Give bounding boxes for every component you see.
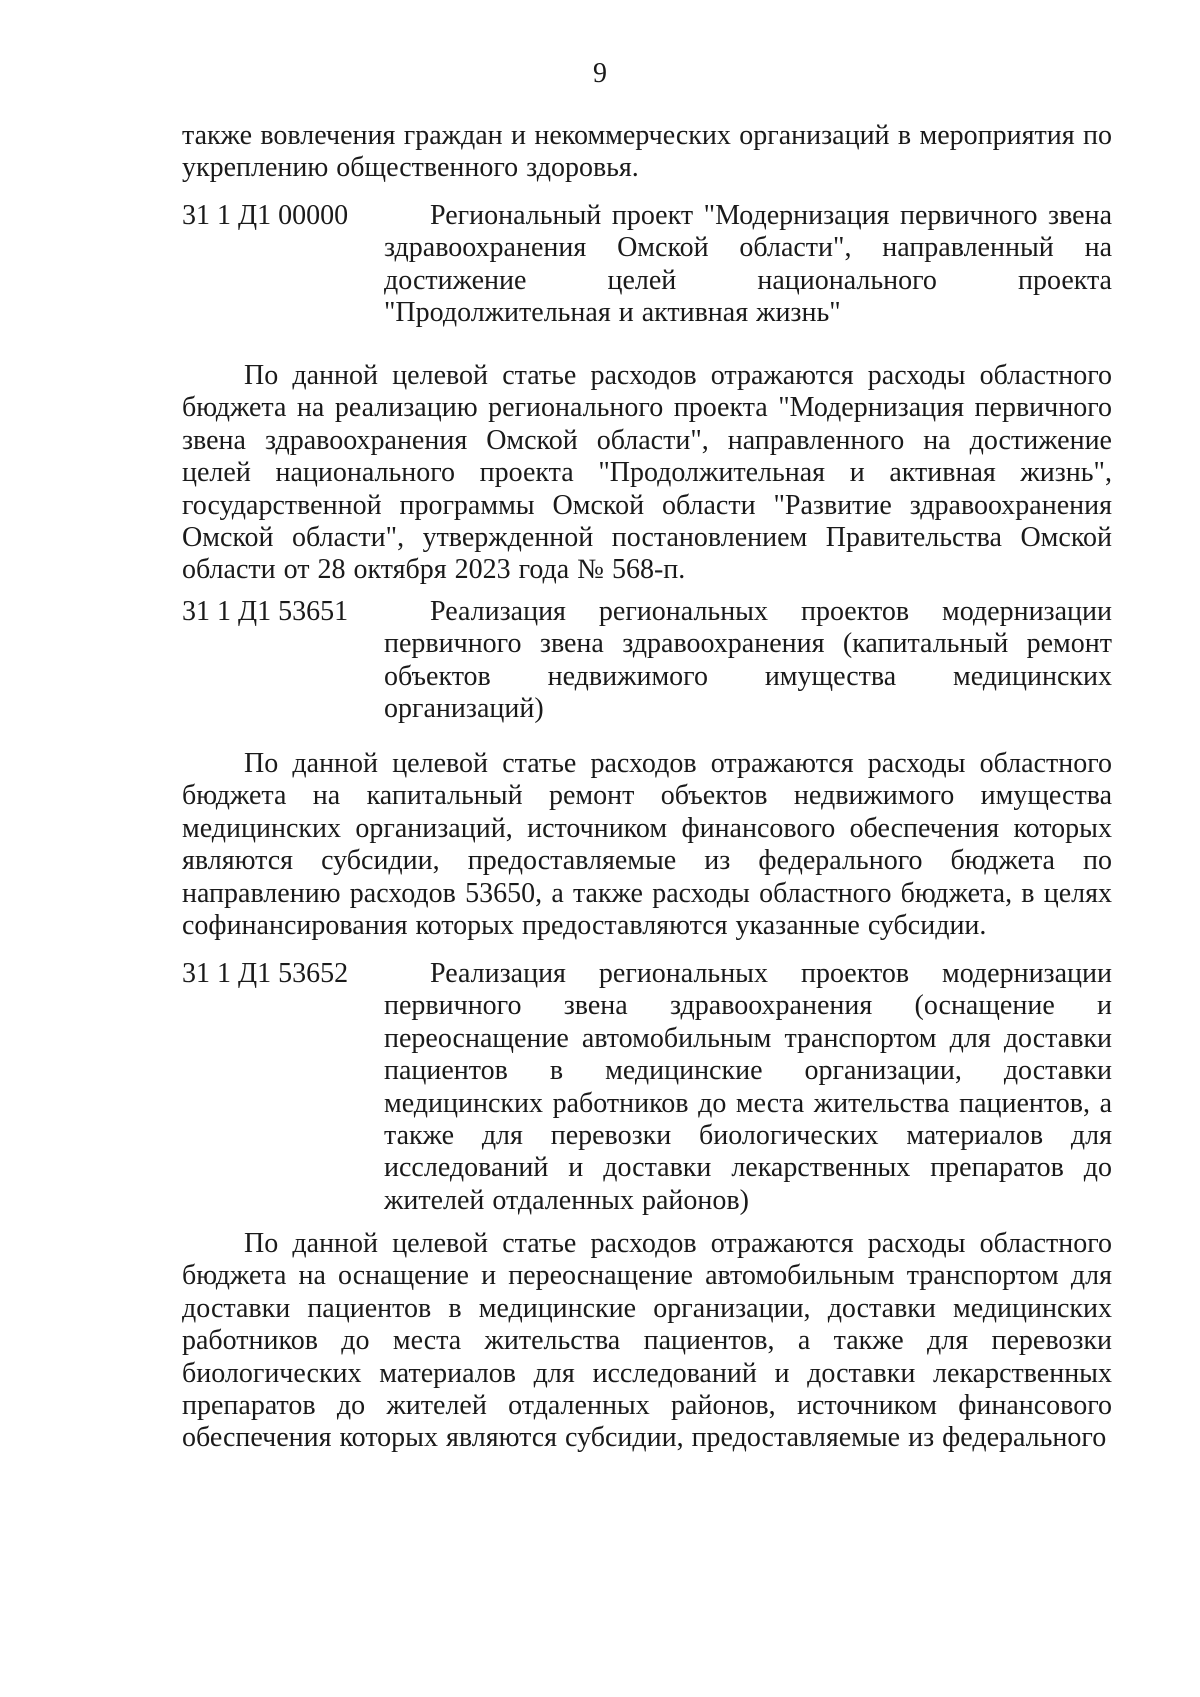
entry-code: 31 1 Д1 53651 [182,596,349,627]
budget-entry [182,596,1112,726]
entry-title: Региональный проект "Модернизация первичного звена здравоохранения Омской области", направленный на достижение целей национального проекта "Продолжительная и активная жизнь" [384,200,1112,329]
entry-code: 31 1 Д1 00000 [182,200,349,231]
entry-description: По данной целевой статье расходов отражаются расходы областного бюджета на капитальный ремонт объектов недвижимого имущества медицинских организаций, источником финансового обеспечения которых являются субсидии, предоставляемые из федерального бюджета по направлению расходов 53650, а также расходы областного бюджета, в целях софинансирования которых предоставляются указанные субсидии. [182,748,1112,942]
entry-code: 31 1 Д1 53652 [182,958,349,989]
budget-entry [182,958,1112,1218]
entry-title: Реализация региональных проектов модернизации первичного звена здравоохранения (капитальный ремонт объектов недвижимого имущества медицинских организаций) [384,596,1112,725]
budget-entry [182,200,1112,330]
entry-title: Реализация региональных проектов модернизации первичного звена здравоохранения (оснащение и переоснащение автомобильным транспортом для доставки пациентов в медицинские организации, доставки медицинских работников до места жительства пациентов, а также для перевозки биологических материалов для исследований и доставки лекарственных препаратов до жителей отдаленных районов) [384,958,1112,1216]
intro-continuation: также вовлечения граждан и некоммерческих организаций в мероприятия по укреплению общественного здоровья. [182,120,1112,184]
page-number: 9 [593,58,607,89]
entry-description: По данной целевой статье расходов отражаются расходы областного бюджета на реализацию регионального проекта "Модернизация первичного звена здравоохранения Омской области", направленного на достижение целей национального проекта "Продолжительная и активная жизнь", государственной программы Омской области "Развитие здравоохранения Омской области", утвержденной постановлением Правительства Омской области от 28 октября 2023 года № 568-п. [182,360,1112,586]
entry-description: По данной целевой статье расходов отражаются расходы областного бюджета на оснащение и переоснащение автомобильным транспортом для доставки пациентов в медицинские организации, доставки медицинских работников до места жительства пациентов, а также для перевозки биологических материалов для исследований и доставки лекарственных препаратов до жителей отдаленных районов, источником финансового обеспечения которых являются субсидии, предоставляемые из федерального [182,1228,1112,1454]
